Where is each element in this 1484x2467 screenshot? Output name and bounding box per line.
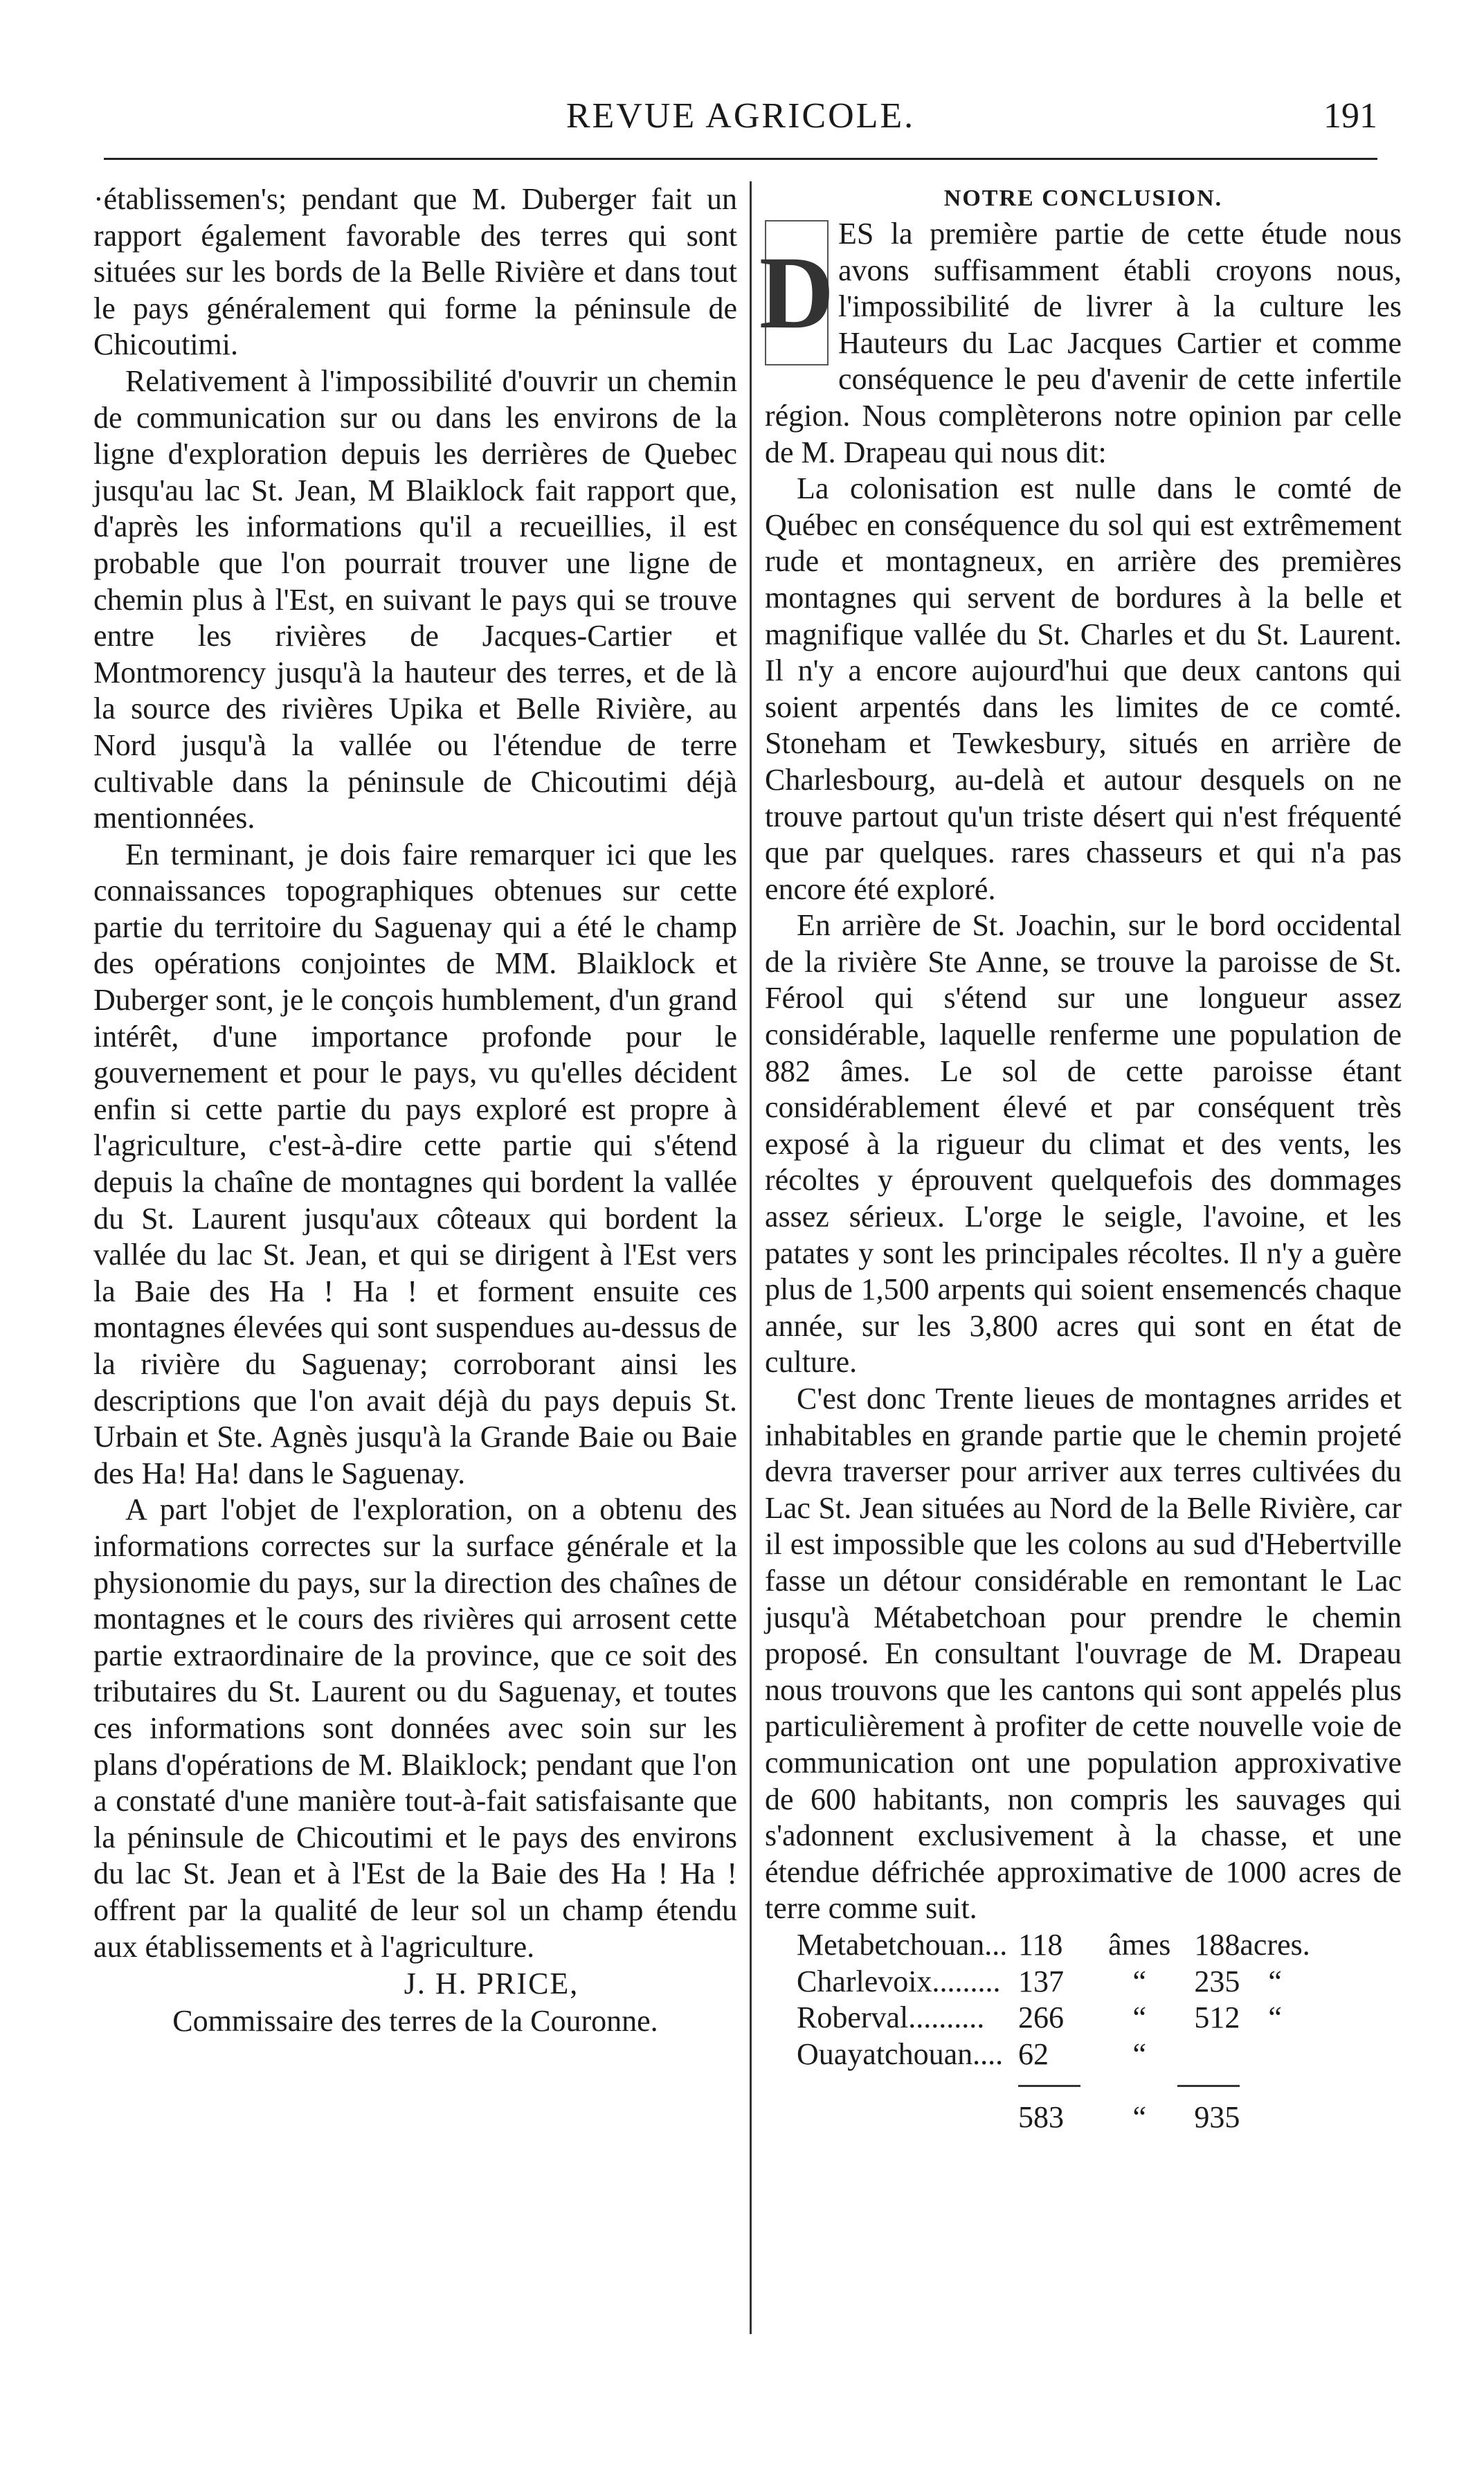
sum-rule [1177, 2085, 1240, 2087]
paragraph: A part l'objet de l'exploration, on a obtenu des informations correctes sur la surface générale et la physionomie du pays, sur la direction des chaînes de montagnes et le cours des rivières qui arrosent cette partie extraordinaire de la province, que ce soit des tributaires du St. Laurent ou du Saguenay, et toutes ces informations sont données avec soin sur les plans d'opérations de M. Blaiklock; pendant que l'on a constaté d'une manière tout-à-fait satisfaisante que la péninsule de Chicoutimi et le pays des environs du lac St. Jean et à l'Est de la Baie des Ha ! Ha ! offrent par la qualité de leur sol un champ étendu aux établissements et à l'agriculture. [93, 1492, 737, 1964]
table-row [797, 1927, 1310, 1964]
running-title: REVUE AGRICOLE. [565, 96, 916, 136]
unit-label: âmes [1108, 1927, 1171, 1962]
ditto-mark: “ [1268, 1964, 1282, 1998]
unit-label: acres. [1240, 1927, 1310, 1962]
paragraph: En terminant, je dois faire remarquer ici que les connaissances topographiques obtenues sur cette partie du territoire du Saguenay qui a été le champ des opérations conjointes de MM. Blaiklock et Duberger sont, je le conçois humblement, d'un grand intérêt, d'une importance profonde pour le gouvernement et pour le pays, vu qu'elles décident enfin si cette partie du pays exploré est propre à l'agriculture, c'est-à-dire cette partie qui s'étend depuis la chaîne de montagnes qui bordent la vallée du St. Laurent jusqu'aux côteaux qui bordent la vallée du lac St. Jean, et qui se dirigent à l'Est vers la Baie des Ha ! Ha ! et forment ensuite ces montagnes élevées qui sont suspendues au-dessus de la rivière du Saguenay; corroborant ainsi les descriptions que l'on avait déjà du pays depuis St. Urbain et Ste. Agnès jusqu'à la Grande Baie ou Baie des Ha! Ha! dans le Saguenay. [93, 837, 737, 1490]
paragraph: C'est donc Trente lieues de montagnes arrides et inhabitables en grande partie que le chemin projeté devra traverser pour arriver aux terres cultivées du Lac St. Jean situées au Nord de la Belle Rivière, car il est impossible que les colons au sud d'Hebertville fasse un détour considérable en remontant le Lac jusqu'à Métabetchoan pour prendre le chemin proposé. En consultant l'ouvrage de M. Drapeau nous trouvons que les cantons qui sont appelés plus particulièrement à profiter de cette nouvelle voie de communication ont une population approxivative de 600 habitants, non compris les sauvages qui s'adonnent exclusivement à la chasse, et une étendue défrichée approximative de 1000 acres de terre comme suit. [765, 1382, 1402, 1926]
table-row [797, 1964, 1310, 2000]
acres-count: 235 [1194, 1964, 1240, 1998]
souls-total: 583 [1018, 2100, 1064, 2135]
table-row [797, 2036, 1310, 2073]
place-name: Roberval.......... [797, 2000, 985, 2035]
paragraph: En arrière de St. Joachin, sur le bord occidental de la rivière Ste Anne, se trouve la paroisse de St. Férool qui s'étend sur une longueur assez considérable, laquelle renferme une population de 882 âmes. Le sol de cette paroisse étant considérablement élevé et par conséquent très exposé à la rigueur du climat et des vents, les récoltes y éprouvent quelquefois des dommages assez sérieux. L'orge le seigle, l'avoine, et les patates y sont les principales récoltes. Il n'y a guère plus de 1,500 arpents qui soient ensemencés chaque année, sur les 3,800 acres qui sont en état de culture. [765, 908, 1402, 1380]
ditto-mark: “ [1132, 2000, 1146, 2035]
column-divider [750, 181, 752, 2334]
acres-count: 512 [1194, 2000, 1240, 2035]
ditto-mark: “ [1132, 2100, 1146, 2135]
left-column [93, 181, 737, 2040]
place-name: Metabetchouan... [797, 1927, 1008, 1962]
ditto-mark: “ [1268, 2000, 1282, 2035]
souls-count: 266 [1018, 2000, 1064, 2035]
table-row [797, 2000, 1310, 2036]
ditto-mark: “ [1132, 1964, 1146, 1998]
paragraph: La colonisation est nulle dans le comté de Québec en conséquence du sol qui est extrêmement rude et montagneux, en arrière des premières montagnes qui servent de bordures à la belle et magnifique vallée du St. Charles et du St. Laurent. Il n'y a encore aujourd'hui que deux cantons qui soient arpentés dans les limites de ce comté. Stoneham et Tewkesbury, situés en arrière de Charlesbourg, au-delà et autour desquels on ne trouve partout qu'un triste désert qui n'est fréquenté que par quelques. rares chasseurs et qui n'a pas encore été exploré. [765, 471, 1402, 906]
ditto-mark: “ [1132, 2036, 1146, 2071]
souls-count: 118 [1018, 1927, 1063, 1962]
signature-title: Commissaire des terres de la Couronne. [172, 2004, 658, 2039]
sum-rule [1018, 2085, 1080, 2087]
place-name: Ouayatchouan.... [797, 2036, 1004, 2071]
acres-count: 188 [1194, 1927, 1240, 1962]
page-header [104, 96, 1377, 144]
acres-total: 935 [1194, 2100, 1240, 2135]
ornamental-dropcap: D [765, 220, 829, 365]
sum-rule-row [797, 2072, 1310, 2099]
population-table [797, 1927, 1310, 2136]
place-name: Charlevoix......... [797, 1964, 1001, 1998]
section-heading: NOTRE CONCLUSION. [943, 186, 1223, 211]
signature-name: J. H. PRICE, [404, 1967, 579, 2001]
right-column [759, 181, 1402, 2136]
paragraph [759, 216, 1402, 471]
souls-count: 62 [1018, 2036, 1049, 2071]
souls-count: 137 [1018, 1964, 1064, 1998]
header-rule [104, 158, 1377, 160]
paragraph: ·établissemen's; pendant que M. Duberger fait un rapport également favorable des terres qui sont situées sur les bords de la Belle Rivière et dans tout le pays généralement qui forme la péninsule de Chicoutimi. [93, 182, 737, 362]
acres-count [1170, 2036, 1240, 2073]
paragraph: Relativement à l'impossibilité d'ouvrir un chemin de communication sur ou dans les environs de la ligne d'exploration depuis les derrières de Quebec jusqu'au lac St. Jean, M Blaiklock fait rapport que, d'après les informations qu'il a recueillies, il est probable que l'on pourrait trouver une ligne de chemin plus à l'Est, en suivant le pays qui se trouve entre les rivières de Jacques-Cartier et Montmorency jusqu'à la hauteur des terres, et de là la source des rivières Upika et Belle Rivière, au Nord jusqu'à la vallée ou l'étendue de terre cultivable dans la péninsule de Chicoutimi déjà mentionnées. [93, 363, 737, 835]
paragraph-text: ES la première partie de cette étude nous avons suffisamment établi croyons nous, l'impossibilité de livrer à la culture les Hauteurs du Lac Jacques Cartier et comme conséquence le peu d'avenir de cette infertile région. Nous complèterons notre opinion par celle de M. Drapeau qui nous dit: [765, 217, 1402, 469]
page-number: 191 [1323, 96, 1377, 136]
totals-row [797, 2099, 1310, 2136]
ditto-mark [1240, 2036, 1310, 2073]
